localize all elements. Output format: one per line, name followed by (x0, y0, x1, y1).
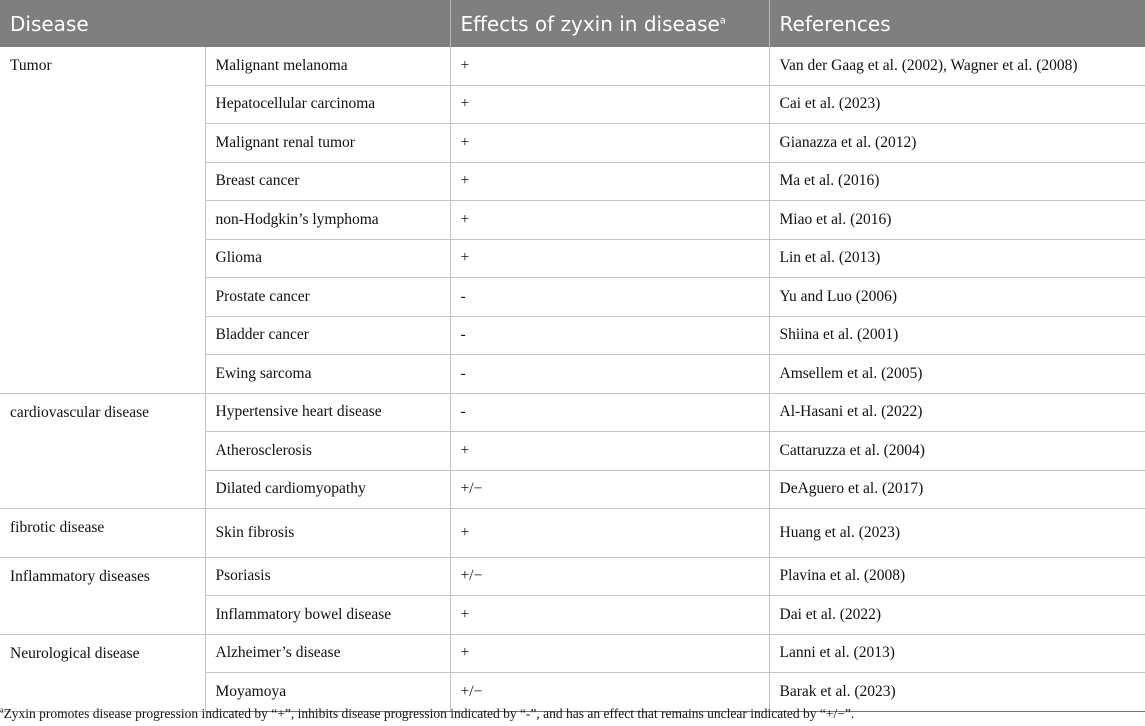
disease-category-cell: Tumor (0, 47, 205, 393)
table-body (0, 47, 1145, 711)
effect-cell: + (450, 432, 769, 471)
references-cell: Yu and Luo (2006) (769, 278, 1145, 317)
effect-cell: - (450, 355, 769, 394)
references-cell: Plavina et al. (2008) (769, 557, 1145, 596)
disease-cell: Hepatocellular carcinoma (205, 85, 450, 124)
disease-cell: Alzheimer’s disease (205, 634, 450, 673)
footnote-mark: a (0, 705, 4, 715)
table-footnote (0, 706, 1145, 722)
table-row (0, 557, 1145, 596)
effect-cell: - (450, 278, 769, 317)
effect-cell: - (450, 393, 769, 432)
references-cell: DeAguero et al. (2017) (769, 470, 1145, 509)
effect-cell: + (450, 596, 769, 635)
header-disease: Disease (0, 0, 450, 47)
effect-cell: +/− (450, 673, 769, 712)
disease-cell: Atherosclerosis (205, 432, 450, 471)
disease-cell: non-Hodgkin’s lymphoma (205, 201, 450, 240)
header-effects-label: Effects of zyxin in disease (460, 11, 720, 36)
disease-cell: Inflammatory bowel disease (205, 596, 450, 635)
effect-cell: - (450, 316, 769, 355)
references-cell: Shiina et al. (2001) (769, 316, 1145, 355)
table-row (0, 634, 1145, 673)
table-row (0, 47, 1145, 85)
references-cell: Lin et al. (2013) (769, 239, 1145, 278)
effect-cell: +/− (450, 557, 769, 596)
table-header-row (0, 0, 1145, 47)
references-cell: Lanni et al. (2013) (769, 634, 1145, 673)
references-cell: Barak et al. (2023) (769, 673, 1145, 712)
references-cell: Ma et al. (2016) (769, 162, 1145, 201)
table-row (0, 509, 1145, 558)
header-references: References (769, 0, 1145, 47)
disease-cell: Psoriasis (205, 557, 450, 596)
effect-cell: + (450, 509, 769, 558)
disease-cell: Prostate cancer (205, 278, 450, 317)
effect-cell: +/− (450, 470, 769, 509)
references-cell: Huang et al. (2023) (769, 509, 1145, 558)
references-cell: Gianazza et al. (2012) (769, 124, 1145, 163)
effect-cell: + (450, 47, 769, 85)
header-effects-footnote-mark: a (719, 14, 726, 26)
disease-cell: Hypertensive heart disease (205, 393, 450, 432)
effect-cell: + (450, 634, 769, 673)
references-cell: Dai et al. (2022) (769, 596, 1145, 635)
references-cell: Cai et al. (2023) (769, 85, 1145, 124)
effect-cell: + (450, 124, 769, 163)
disease-cell: Dilated cardiomyopathy (205, 470, 450, 509)
disease-category-cell: fibrotic disease (0, 509, 205, 558)
disease-category-cell: Inflammatory diseases (0, 557, 205, 634)
effect-cell: + (450, 201, 769, 240)
disease-cell: Glioma (205, 239, 450, 278)
references-cell: Miao et al. (2016) (769, 201, 1145, 240)
footnote-text: Zyxin promotes disease progression indicated by “+”, inhibits disease progression indicated by “-”, and has an effect that remains unclear indicated by “+/−”. (3, 706, 855, 721)
references-cell: Al-Hasani et al. (2022) (769, 393, 1145, 432)
references-cell: Cattaruzza et al. (2004) (769, 432, 1145, 471)
table-row (0, 393, 1145, 432)
disease-category-cell: cardiovascular disease (0, 393, 205, 509)
references-cell: Van der Gaag et al. (2002), Wagner et al. (2008) (769, 47, 1145, 85)
disease-cell: Bladder cancer (205, 316, 450, 355)
effect-cell: + (450, 162, 769, 201)
disease-cell: Malignant renal tumor (205, 124, 450, 163)
disease-cell: Moyamoya (205, 673, 450, 712)
effect-cell: + (450, 239, 769, 278)
disease-category-cell: Neurological disease (0, 634, 205, 711)
disease-cell: Ewing sarcoma (205, 355, 450, 394)
disease-cell: Malignant melanoma (205, 47, 450, 85)
header-effects (450, 0, 769, 47)
effect-cell: + (450, 85, 769, 124)
disease-cell: Skin fibrosis (205, 509, 450, 558)
references-cell: Amsellem et al. (2005) (769, 355, 1145, 394)
disease-cell: Breast cancer (205, 162, 450, 201)
